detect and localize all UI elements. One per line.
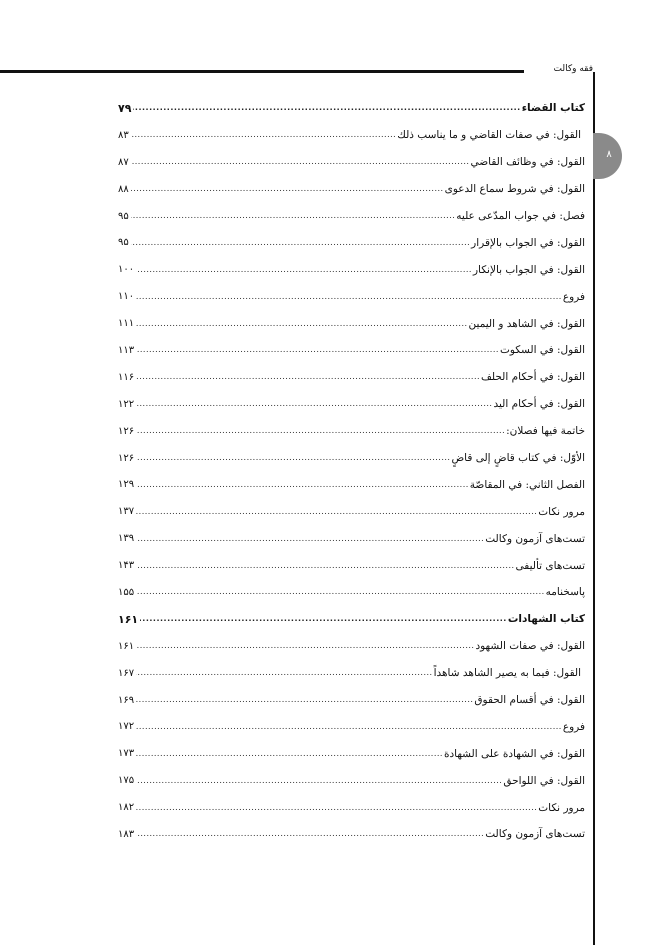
header-rule <box>0 70 524 73</box>
toc-entry-row <box>118 767 585 794</box>
toc-entry-row <box>118 552 585 579</box>
toc-entry-row <box>118 337 585 364</box>
toc-entry-title: القول: في الشاهد و اليمين <box>468 317 585 330</box>
toc-entry-page: ۱۶۱ <box>118 640 135 652</box>
toc-entry-title: القول: في الجواب بالإنكار <box>472 263 585 276</box>
toc-entry-page: ۷۹ <box>118 101 132 115</box>
page-number: ۸ <box>606 149 612 160</box>
dot-leader <box>136 425 505 437</box>
dot-leader <box>136 586 545 598</box>
toc-entry-page: ۸۸ <box>118 183 129 195</box>
margin-rule <box>593 72 595 945</box>
toc-entry-row <box>118 310 585 337</box>
toc-entry-page: ۱۸۲ <box>118 802 135 814</box>
toc-entry-row <box>118 794 585 821</box>
toc-entry-title: القول: في السكوت <box>499 344 585 357</box>
dot-leader <box>131 183 444 195</box>
dot-leader <box>136 264 472 276</box>
toc-entry-title: مرور نکات <box>538 505 585 518</box>
dot-leader <box>136 398 492 410</box>
dot-leader <box>136 721 562 733</box>
toc-entry-row <box>118 203 585 230</box>
toc-entry-page: ۱۲۲ <box>118 398 135 410</box>
dot-leader <box>131 210 456 222</box>
table-of-contents <box>118 95 585 848</box>
toc-entry-title: القول: في اللواحق <box>503 774 585 787</box>
toc-entry-title: القول: في أقسام الحقوق <box>474 694 585 707</box>
toc-entry-row <box>118 283 585 310</box>
toc-chapter-row <box>118 606 585 633</box>
toc-entry-page: ۱۰۰ <box>118 264 135 276</box>
toc-entry-title: القول: في الجواب بالإقرار <box>471 236 585 249</box>
toc-entry-row <box>118 149 585 176</box>
toc-entry-row <box>118 364 585 391</box>
toc-entry-title: فروع <box>562 290 585 303</box>
toc-entry-title: فصل: في جواب المدّعى عليه <box>456 210 585 222</box>
toc-entry-row <box>118 391 585 418</box>
toc-entry-page: ۱۵۵ <box>118 586 135 598</box>
dot-leader <box>136 694 473 706</box>
toc-entry-title: القول: في وظائف القاضي <box>470 156 585 169</box>
toc-entry-title: القول: في الشهادة على الشهادة <box>443 747 585 760</box>
toc-entry-title: کتاب القضاء <box>521 102 585 115</box>
dot-leader <box>133 102 520 114</box>
toc-entry-title: القول: في صفات الشهود <box>475 640 585 653</box>
toc-entry-page: ۱۷۳ <box>118 748 135 760</box>
toc-entry-title: تست‌های تألیفی <box>515 559 585 572</box>
toc-entry-title: القول: فيما به يصير الشاهد شاهداً <box>433 667 581 680</box>
dot-leader <box>140 613 507 625</box>
dot-leader <box>136 318 467 330</box>
toc-entry-title: الأوّل: في كتاب قاضٍ إلى قاضٍ <box>451 452 585 465</box>
toc-entry-row <box>118 471 585 498</box>
toc-entry-row <box>118 176 585 203</box>
toc-entry-row <box>118 821 585 848</box>
toc-entry-page: ۱۱۳ <box>118 344 135 356</box>
toc-entry-row <box>118 256 585 283</box>
toc-entry-title: تست‌های آزمون وکالت <box>485 532 585 545</box>
toc-entry-page: ۱۶۹ <box>118 694 135 706</box>
toc-entry-page: ۱۲۶ <box>118 425 135 437</box>
toc-entry-title: فروع <box>562 720 585 733</box>
toc-entry-title: کتاب الشهادات <box>507 613 585 626</box>
dot-leader <box>131 156 470 168</box>
dot-leader <box>136 667 432 679</box>
toc-entry-row <box>118 418 585 445</box>
dot-leader <box>136 344 499 356</box>
toc-entry-row <box>118 498 585 525</box>
toc-entry-page: ۱۲۹ <box>118 479 135 491</box>
dot-leader <box>136 506 537 518</box>
dot-leader <box>136 533 484 545</box>
toc-entry-page: ۹۵ <box>118 210 129 222</box>
toc-entry-row <box>118 445 585 472</box>
toc-entry-row <box>118 122 585 149</box>
dot-leader <box>136 479 469 491</box>
dot-leader <box>136 640 474 652</box>
toc-entry-title: القول: في أحكام الحلف <box>481 371 585 384</box>
toc-entry-row <box>118 660 585 687</box>
dot-leader <box>136 291 562 303</box>
toc-entry-row <box>118 579 585 606</box>
toc-entry-title: پاسخنامه <box>545 586 585 599</box>
dot-leader <box>136 775 502 787</box>
toc-entry-page: ۱۱۰ <box>118 291 135 303</box>
toc-entry-page: ۱۴۳ <box>118 560 135 572</box>
toc-entry-page: ۱۳۷ <box>118 506 135 518</box>
toc-entry-page: ۱۶۱ <box>118 612 139 626</box>
toc-entry-title: تست‌های آزمون وکالت <box>485 828 585 841</box>
toc-entry-title: مرور نکات <box>538 801 585 814</box>
running-header: فقه وکالت <box>553 64 593 74</box>
toc-entry-title: القول: في صفات القاضي و ما يناسب ذلك <box>397 129 581 142</box>
toc-entry-row <box>118 713 585 740</box>
toc-entry-page: ۹۵ <box>118 237 129 249</box>
toc-chapter-row <box>118 95 585 122</box>
toc-entry-title: القول: في أحكام اليد <box>493 398 585 411</box>
dot-leader <box>136 452 450 464</box>
dot-leader <box>136 371 480 383</box>
toc-entry-page: ۸۷ <box>118 156 129 168</box>
toc-entry-page: ۱۲۶ <box>118 452 135 464</box>
dot-leader <box>136 828 484 840</box>
toc-entry-page: ۸۳ <box>118 129 129 141</box>
dot-leader <box>136 802 537 814</box>
toc-entry-row <box>118 687 585 714</box>
toc-entry-page: ۱۷۵ <box>118 775 135 787</box>
toc-entry-row <box>118 633 585 660</box>
toc-entry-page: ۱۳۹ <box>118 533 135 545</box>
toc-entry-row <box>118 525 585 552</box>
dot-leader <box>131 129 396 141</box>
toc-entry-row <box>118 229 585 256</box>
toc-entry-row <box>118 740 585 767</box>
toc-entry-title: القول: في شروط سماع الدعوى <box>444 183 585 196</box>
toc-entry-title: الفصل الثاني: في المقاصّة <box>469 478 585 491</box>
toc-entry-page: ۱۸۳ <box>118 828 135 840</box>
toc-entry-page: ۱۷۲ <box>118 721 135 733</box>
dot-leader <box>131 237 470 249</box>
toc-entry-page: ۱۱۱ <box>118 318 135 330</box>
dot-leader <box>136 748 443 760</box>
toc-entry-page: ۱۶۷ <box>118 667 135 679</box>
toc-entry-title: خاتمة فيها فصلان: <box>506 425 585 438</box>
toc-entry-page: ۱۱۶ <box>118 371 135 383</box>
dot-leader <box>136 560 514 572</box>
